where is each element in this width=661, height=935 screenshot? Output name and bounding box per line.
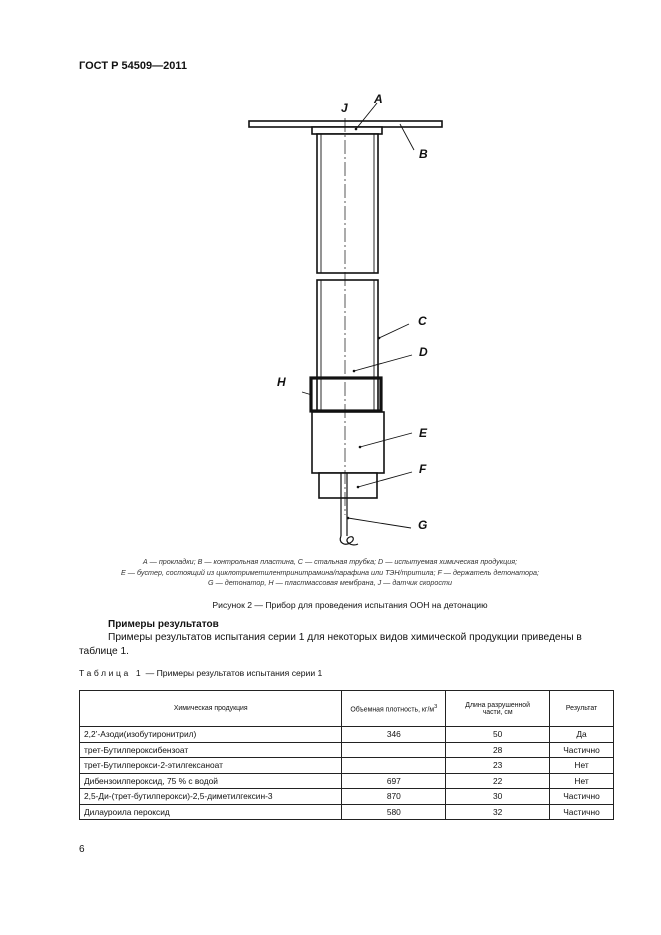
cell-length: 32	[446, 804, 550, 820]
cell-result: Частично	[550, 789, 614, 805]
label-b: B	[419, 147, 428, 161]
results-table	[79, 690, 614, 820]
cell-product: 2,2’-Азоди(изобутиронитрил)	[80, 727, 342, 743]
spacer	[312, 127, 382, 134]
cell-result: Нет	[550, 773, 614, 789]
cell-product: трет-Бутилпероксибензоат	[80, 742, 342, 758]
table-row	[80, 758, 614, 774]
document-header: ГОСТ Р 54509—2011	[79, 60, 187, 72]
header-length: Длина разрушенной части, см	[446, 691, 550, 727]
cell-product: Дибензоилпероксид, 75 % с водой	[80, 773, 342, 789]
cell-length: 28	[446, 742, 550, 758]
cell-result: Да	[550, 727, 614, 743]
page-number: 6	[79, 844, 85, 855]
label-f: F	[419, 462, 427, 476]
cell-product: трет-Бутилперокси-2-этилгексаноат	[80, 758, 342, 774]
cell-result: Частично	[550, 742, 614, 758]
detonator-holder	[319, 473, 377, 498]
cell-density: 697	[342, 773, 446, 789]
cell-result: Частично	[550, 804, 614, 820]
cell-product: 2,5-Ди-(трет-бутилперокси)-2,5-диметилгексин-3	[80, 789, 342, 805]
booster	[312, 412, 384, 473]
table-title-rest: — Примеры результатов испытания серии 1	[143, 668, 323, 678]
cell-length: 50	[446, 727, 550, 743]
table-title	[79, 668, 322, 678]
cell-product: Дилауроила пероксид	[80, 804, 342, 820]
section-title: Примеры результатов	[108, 619, 219, 630]
table-row	[80, 804, 614, 820]
section-paragraph: Примеры результатов испытания серии 1 для некоторых видов химической продукции приведены в таблице 1.	[79, 632, 582, 657]
cell-density: 870	[342, 789, 446, 805]
figure-legend-line-1: А — прокладки; B — контрольная пластина, C — стальная трубка; D — испытуемая химическая продукция;	[142, 557, 518, 566]
cell-density	[342, 758, 446, 774]
label-a: A	[374, 92, 383, 106]
label-g: G	[418, 518, 428, 532]
table-header-row	[80, 691, 614, 727]
figure-caption: Рисунок 2 — Прибор для проведения испытания ООН на детонацию	[212, 600, 488, 610]
cell-density: 346	[342, 727, 446, 743]
label-e: E	[419, 426, 428, 440]
cell-density	[342, 742, 446, 758]
table-row	[80, 773, 614, 789]
table-title-prefix: Таблица 1	[79, 668, 144, 678]
cell-length: 22	[446, 773, 550, 789]
table-row	[80, 742, 614, 758]
witness-plate	[249, 121, 442, 127]
detonator-wires	[340, 536, 358, 545]
label-j: J	[341, 101, 348, 115]
header-result: Результат	[550, 691, 614, 727]
cell-result: Нет	[550, 758, 614, 774]
steel-tube-lower	[317, 280, 378, 412]
header-density: Объемная плотность, $кг/м^3$	[342, 691, 446, 727]
table-row	[80, 789, 614, 805]
figure-legend-line-2: Е — бустер, состоящий из циклотриметилентринитрамина/парафина или ТЭН/тритила; F — держатель детонатора;	[121, 568, 539, 577]
table-row	[80, 727, 614, 743]
label-d: D	[419, 345, 428, 359]
label-c: C	[418, 314, 427, 328]
figure-legend-line-3: G — детонатор, H — пластмассовая мембрана, J — датчик скорости	[208, 578, 452, 587]
cell-density: 580	[342, 804, 446, 820]
cell-length: 30	[446, 789, 550, 805]
cell-length: 23	[446, 758, 550, 774]
header-product: Химическая продукция	[80, 691, 342, 727]
steel-tube-upper	[317, 134, 378, 273]
label-h: H	[277, 375, 286, 389]
